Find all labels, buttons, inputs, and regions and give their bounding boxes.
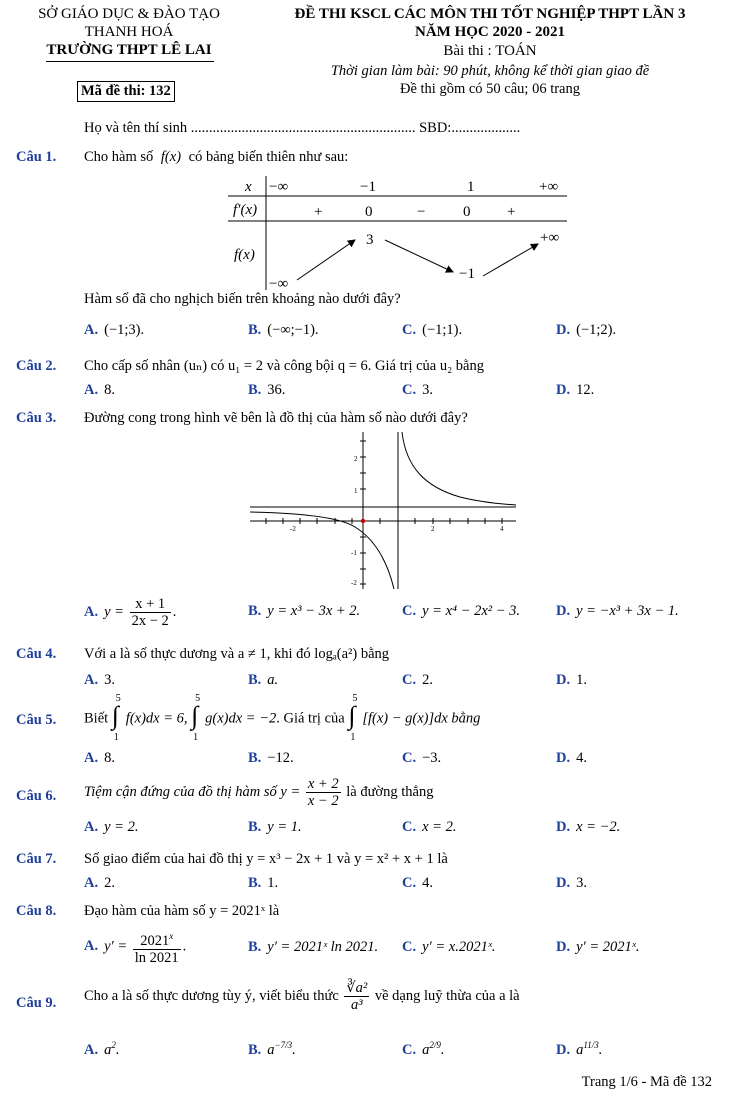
q7-option-b[interactable]: B. 1. <box>248 875 279 891</box>
variation-table <box>225 172 570 300</box>
q1-option-c[interactable]: C. (−1;1). <box>402 322 463 338</box>
table-f-label: f(x) <box>234 247 255 263</box>
q1-question: Hàm số đã cho nghịch biến trên khoảng nào dưới đây? <box>84 291 401 307</box>
q4-text: Với a là số thực dương và a ≠ 1, khi đó logₐ(a²) bằng <box>84 646 390 662</box>
q8-option-b[interactable]: B. y′ = 2021ˣ ln 2021. <box>248 939 379 955</box>
arrow-up-2 <box>483 244 538 276</box>
q6-option-a[interactable]: A. y = 2. <box>84 819 139 835</box>
graph-curve-right <box>402 432 516 505</box>
q3-option-c[interactable]: C. y = x⁴ − 2x² − 3. <box>402 603 521 619</box>
q5-option-c[interactable]: C. −3. <box>402 750 442 766</box>
q8-text: Đạo hàm của hàm số y = 2021ˣ là <box>84 903 280 919</box>
graph-ytick-1: 1 <box>354 487 358 495</box>
graph-xtick-4: 4 <box>500 525 504 533</box>
arrow-down <box>385 240 453 272</box>
arrow-up-1 <box>297 240 355 280</box>
q1-label: Câu 1. <box>16 149 57 165</box>
q5-option-b[interactable]: B. −12. <box>248 750 294 766</box>
table-f-neg-inf: −∞ <box>269 276 289 292</box>
q3-option-d[interactable]: D. y = −x³ + 3x − 1. <box>556 603 679 619</box>
q3-option-a[interactable]: A. y = $\frac{x + 1}{2x - 2}$ . <box>84 596 177 629</box>
exam-pages: Đề thi gồm có 50 câu; 06 trang <box>400 81 580 97</box>
q5-text: Biết 5 ∫ 1 f(x)dx = 6, 5 ∫ 1 g(x)dx = −2. Giá trị của 5 ∫ 1 [f(x) − g(x)]dx bằng <box>84 693 481 743</box>
q2-option-b[interactable]: B. 36. <box>248 382 286 398</box>
q4-option-b[interactable]: B. a. <box>248 672 279 688</box>
exam-year: NĂM HỌC 2020 - 2021 <box>415 24 565 40</box>
q3-label: Câu 3. <box>16 410 57 426</box>
q6-label: Câu 6. <box>16 788 57 804</box>
q8-label: Câu 8. <box>16 903 57 919</box>
q1-option-b[interactable]: B. (−∞;−1). <box>248 322 319 338</box>
exam-code-box: Mã đề thi: 132 <box>77 81 175 102</box>
table-x-pos-inf: +∞ <box>539 179 559 195</box>
q7-text: Số giao điểm của hai đồ thị y = x³ − 2x + 1 và y = x² + x + 1 là <box>84 851 448 867</box>
q8-option-d[interactable]: D. y′ = 2021ˣ. <box>556 939 640 955</box>
table-x-minus1: −1 <box>360 179 376 195</box>
graph-curve-left <box>250 512 394 589</box>
q4-option-c[interactable]: C. 2. <box>402 672 433 688</box>
q7-option-d[interactable]: D. 3. <box>556 875 587 891</box>
q6-option-d[interactable]: D. x = −2. <box>556 819 621 835</box>
q9-option-b[interactable]: B. $a^{-7/3}$. <box>248 1040 296 1058</box>
school-name: TRƯỜNG THPT LÊ LAI <box>46 42 212 58</box>
q9-text: Cho a là số thực dương tùy ý, viết biểu thức $\frac{\text{∛a²}}{\text{a³}}$ về dạng luỹ thừa của a là <box>84 980 520 1013</box>
table-sign-5: + <box>507 204 516 220</box>
q8-option-a[interactable]: A. y′ = $\frac{2021^x}{\ln 2021}$ . <box>84 928 186 966</box>
graph-origin-point <box>361 519 365 523</box>
q4-option-d[interactable]: D. 1. <box>556 672 587 688</box>
candidate-info-line: Họ và tên thí sinh .............................................................. SBD:................... <box>84 120 521 136</box>
q5-option-d[interactable]: D. 4. <box>556 750 587 766</box>
q3-text: Đường cong trong hình vẽ bên là đồ thị của hàm số nào dưới đây? <box>84 410 468 426</box>
q9-option-a[interactable]: A. $a^2$. <box>84 1040 120 1058</box>
table-sign-1: + <box>314 204 323 220</box>
q2-option-d[interactable]: D. 12. <box>556 382 595 398</box>
q2-option-c[interactable]: C. 3. <box>402 382 433 398</box>
q6-option-c[interactable]: C. x = 2. <box>402 819 457 835</box>
page-footer: Trang 1/6 - Mã đề 132 <box>581 1074 712 1090</box>
q1-option-a[interactable]: A. (−1;3). <box>84 322 145 338</box>
q3-function-graph <box>250 427 520 592</box>
table-sign-2: 0 <box>365 204 373 220</box>
q9-option-d[interactable]: D. $a^{11/3}$. <box>556 1040 603 1058</box>
q2-label: Câu 2. <box>16 358 57 374</box>
table-f-minus1: −1 <box>459 266 475 282</box>
q6-text: Tiệm cận đứng của đồ thị hàm số y = $\frac{x + 2}{x - 2}$ là đường thẳng <box>84 776 434 809</box>
table-x-1: 1 <box>467 179 475 195</box>
q4-option-a[interactable]: A. 3. <box>84 672 115 688</box>
q9-option-c[interactable]: C. $a^{2/9}$. <box>402 1040 445 1058</box>
table-fprime-label: f′(x) <box>233 202 258 218</box>
q1-text: Cho hàm số f(x) có bảng biến thiên như sau: <box>84 149 349 165</box>
q4-label: Câu 4. <box>16 646 57 662</box>
exam-subject: Bài thi : TOÁN <box>443 43 537 59</box>
exam-time: Thời gian làm bài: 90 phút, không kể thời gian giao đề <box>330 63 650 79</box>
q9-label: Câu 9. <box>16 995 57 1011</box>
table-sign-3: − <box>417 204 426 220</box>
graph-ytick-neg2: -2 <box>351 579 357 587</box>
q7-option-a[interactable]: A. 2. <box>84 875 115 891</box>
q7-label: Câu 7. <box>16 851 57 867</box>
q2-text: Cho cấp số nhân (uₙ) có u₁ = 2 và công bội q = 6. Giá trị của u₂ bằng <box>84 358 484 374</box>
q2-option-a[interactable]: A. 8. <box>84 382 115 398</box>
table-f-pos-inf: +∞ <box>540 230 560 246</box>
table-f-3: 3 <box>366 232 374 248</box>
exam-title: ĐỀ THI KSCL CÁC MÔN THI TỐT NGHIỆP THPT LẦN 3 <box>294 6 686 22</box>
graph-xtick-2: 2 <box>431 525 435 533</box>
department-line2: THANH HOÁ <box>84 24 174 40</box>
table-x-neg-inf: −∞ <box>269 179 289 195</box>
graph-ytick-neg1: -1 <box>351 549 357 557</box>
q6-option-b[interactable]: B. y = 1. <box>248 819 302 835</box>
q5-label: Câu 5. <box>16 712 57 728</box>
table-sign-4: 0 <box>463 204 471 220</box>
graph-xtick-neg2: -2 <box>290 525 296 533</box>
graph-ytick-2: 2 <box>354 455 358 463</box>
q8-option-c[interactable]: C. y′ = x.2021ˣ. <box>402 939 496 955</box>
q5-option-a[interactable]: A. 8. <box>84 750 115 766</box>
q7-option-c[interactable]: C. 4. <box>402 875 433 891</box>
department-line1: SỞ GIÁO DỤC & ĐÀO TẠO <box>38 6 220 22</box>
q3-option-b[interactable]: B. y = x³ − 3x + 2. <box>248 603 361 619</box>
q1-option-d[interactable]: D. (−1;2). <box>556 322 617 338</box>
table-x-label: x <box>245 179 252 195</box>
school-underline <box>46 61 214 62</box>
